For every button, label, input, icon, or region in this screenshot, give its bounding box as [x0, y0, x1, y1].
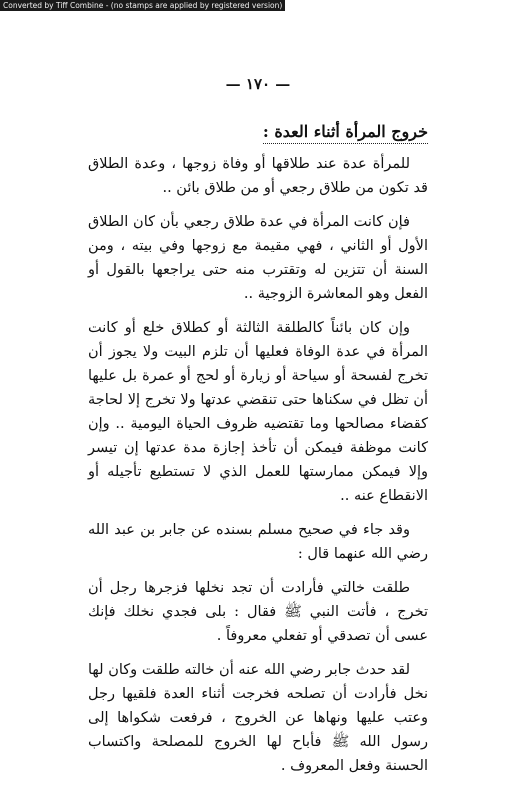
- section-heading: [88, 120, 428, 144]
- page-number: — ١٧٠ —: [225, 75, 291, 93]
- book-page: [88, 72, 428, 788]
- paragraph-5: طلقت خالتي فأرادت أن تجد نخلها فزجرها رجل أن تخرج ، فأتت النبي ﷺ فقال : بلى فجدي نخلك فإنك عسى أن تصدقي أو تفعلي معروفاً .: [88, 580, 428, 644]
- paragraph-2: فإن كانت المرأة في عدة طلاق رجعي بأن كان الطلاق الأول أو الثاني ، فهي مقيمة مع زوجها وفي بيته ، ومن السنة أن تتزين له وتقترب منه حتى يراجعها بالقول أو الفعل وهو المعاشرة الزوجية ..: [88, 214, 428, 302]
- paragraph-6: لقد حدث جابر رضي الله عنه أن خالته طلقت وكان لها نخل فأرادت أن تصلحه فخرجت أثناء العدة فلقيها رجل وعتب عليها ونهاها عن الخروج ، فرفعت شكواها إلى رسول الله ﷺ فأباح لها الخروج للمصلحة واكتساب الحسنة وفعل المعروف .: [88, 662, 428, 774]
- paragraph-3: وإن كان بائناً كالطلقة الثالثة أو كطلاق خلع أو كانت المرأة في عدة الوفاة فعليها أن تلزم البيت ولا يجوز أن تخرج لفسحة أو سياحة أو زيارة أو لحج أو عمرة بل عليها أن تظل في سكناها حتى تنقضي عدتها ولا تخرج إلا لحاجة كقضاء مصالحها وما تقتضيه ظروف الحياة اليومية .. وإن كانت موظفة فيمكن أن تأخذ إجازة مدة عدتها إن تيسر وإلا فيمكن ممارستها للعمل الذي لا تستطيع تأجيله أو الانقطاع عنه ..: [88, 320, 428, 504]
- section-heading-text: خروج المرأة أثناء العدة :: [263, 122, 428, 144]
- paragraph-4: وقد جاء في صحيح مسلم بسنده عن جابر بن عبد الله رضي الله عنهما قال :: [88, 522, 428, 562]
- converter-watermark: Converted by Tiff Combine - (no stamps are applied by registered version): [0, 0, 285, 11]
- paragraph-1: للمرأة عدة عند طلاقها أو وفاة زوجها ، وعدة الطلاق قد تكون من طلاق رجعي أو من طلاق بائن ..: [88, 156, 428, 196]
